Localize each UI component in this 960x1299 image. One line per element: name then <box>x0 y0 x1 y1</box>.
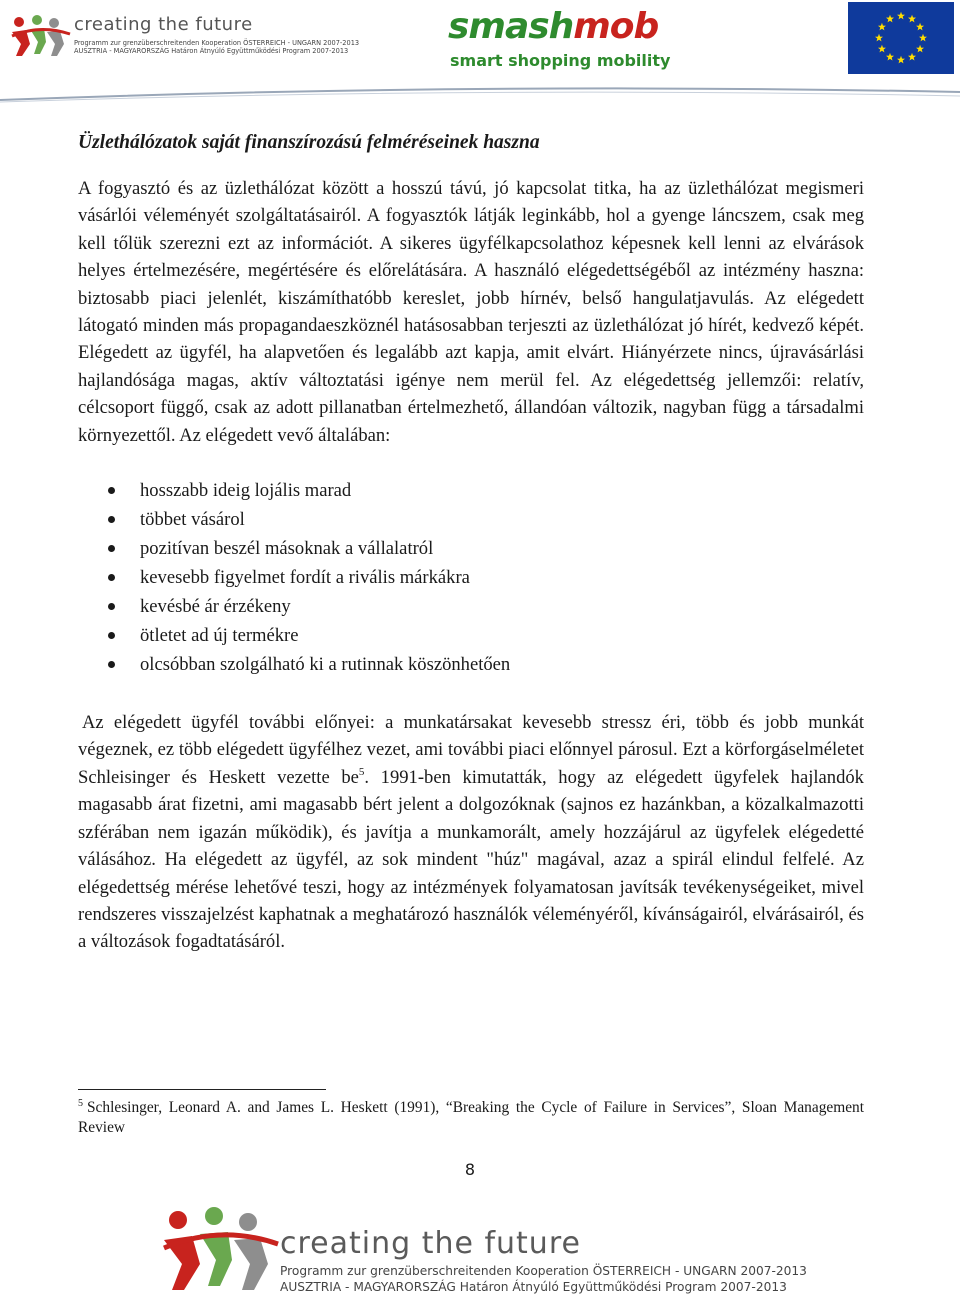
people-figures-icon <box>10 14 72 60</box>
list-item-text: olcsóbban szolgálható ki a rutinnak köszönhetően <box>140 654 511 676</box>
body-paragraph: A fogyasztó és az üzlethálózat között a hosszú távú, jó kapcsolat titka, ha az üzlethálózat megismeri vásárlói véleményét szolgáltatásairól. A fogyasztók látják leginkább, hol a gyenge láncszem, csak meg kell tőlük szerezni ezt az információt. A sikeres ügyfélkapcsolathoz képesnek kell lenni az elvárások helyes értelmezésére, megértésére és előrelátására. A használó elégedettségéből az intézmény haszna: biztosabb piaci jelenlét, kiszámíthatóbb kereslet, jobb hírnév, belső hangulatjavulás. Az elégedett látogató minden más propagandaeszköznél hatásosabban terjeszti az üzlethálózat jó hírét, kedvező képét. Elégedett az ügyfél, ha alapvetően és legalább azt kapja, amit elvárt. Hiányérzete nincs, újravásárlási hajlandósága magas, aktív változtatási igénye nem merül fel. Az elégedettség jellemzői: relatív, célcsoport függő, csak az adott pillanatban értelmezhető, állandóan változik, nagyban függ a társadalmi környezettől. Az elégedett vevő általában: <box>78 178 864 446</box>
bullet-icon <box>108 603 115 610</box>
smashmob-title-part2: mob <box>573 6 659 47</box>
people-figures-icon <box>160 1204 280 1296</box>
smashmob-title-part1: smash <box>448 6 574 47</box>
paragraph-text: Az elégedett ügyfél további előnyei: a munkatársakat kevesebb stressz éri, több és jobb munkát végeznek, ez több elégedett ügyfélhez vezet, ami további piaci előnnyel párosul. Ezt a körforgáselméletet Schleisinger és Heskett vezette be <box>78 712 864 788</box>
list-item-text: többet vásárol <box>140 509 245 531</box>
list-item-text: hosszabb ideig lojális marad <box>140 480 352 502</box>
paragraph-text: . 1991-ben kimutatták, hogy az elégedett ügyfelek hajlandók magasabb árat fizetni, ami magasabb bért jelent a dolgozóknak (sajnos ez hazánkban, a közalkalmazotti szférában nem igazán működik), és javítja a munkamorált, amely hozzájárul az ügyfelek elégedetté válásához. Ha elégedett az ügyfél, az sok mindent "húz" magával, azaz a spirál elindul felfelé. Az elégedettség mérése lehetővé teszi, hogy az intézmények folyamatosan javítsák tevékenységeiket, mivel rendszeres visszajelzést kaphatnak a meghatározó használók véleményéről, kívánságairól, elvárásairól, és a változások fogadtatásáról. <box>78 766 864 953</box>
eu-star-icon <box>908 15 916 23</box>
creating-the-future-logo <box>10 12 360 64</box>
eu-star-icon <box>908 53 916 61</box>
eu-star-icon <box>875 34 883 42</box>
footer-logo-program-line: Programm zur grenzüberschreitenden Kooperation ÖSTERREICH - UNGARN 2007-2013 <box>280 1264 807 1278</box>
eu-star-icon <box>878 23 886 31</box>
body-paragraph <box>78 709 864 956</box>
footer-logo-program-line: AUSZTRIA - MAGYARORSZÁG Határon Átnyúló Együttműködési Program 2007-2013 <box>280 1280 787 1294</box>
list-item <box>78 505 864 534</box>
eu-star-icon <box>916 45 924 53</box>
bullet-icon <box>108 574 115 581</box>
bullet-icon <box>108 661 115 668</box>
footnote-divider <box>78 1089 326 1090</box>
eu-star-icon <box>886 15 894 23</box>
list-item <box>78 534 864 563</box>
eu-star-icon <box>897 56 905 64</box>
footnote <box>78 1098 864 1138</box>
footnote-text: Schlesinger, Leonard A. and James L. Heskett (1991), “Breaking the Cycle of Failure in Services”, Sloan Management Review <box>78 1099 864 1136</box>
footer-logo-title: creating the future <box>280 1226 581 1261</box>
smashmob-logo <box>448 6 671 72</box>
footnote-reference[interactable]: 5 <box>358 765 365 778</box>
page-number: 8 <box>464 1160 476 1179</box>
page-header <box>0 0 960 104</box>
bullet-icon <box>108 516 115 523</box>
eu-star-icon <box>878 45 886 53</box>
logo-title: creating the future <box>74 14 253 35</box>
page-content <box>78 127 864 956</box>
eu-star-icon <box>919 34 927 42</box>
bullet-icon <box>108 545 115 552</box>
list-item <box>78 476 864 505</box>
eu-star-icon <box>897 12 905 20</box>
eu-star-icon <box>886 53 894 61</box>
list-item-text: kevésbé ár érzékeny <box>140 596 291 618</box>
smashmob-subtitle: smart shopping mobility <box>450 51 671 70</box>
bullet-icon <box>108 487 115 494</box>
list-item <box>78 621 864 650</box>
list-item <box>78 563 864 592</box>
bullet-icon <box>108 632 115 639</box>
bullet-list <box>78 476 864 679</box>
logo-program-line: AUSZTRIA - MAGYARORSZÁG Határon Átnyúló Együttműködési Program 2007-2013 <box>74 47 349 55</box>
eu-stars <box>848 2 954 74</box>
header-swoosh-divider <box>0 78 960 104</box>
list-item-text: pozitívan beszél másoknak a vállalatról <box>140 538 434 560</box>
list-item <box>78 592 864 621</box>
list-item-text: ötletet ad új termékre <box>140 625 299 647</box>
eu-star-icon <box>916 23 924 31</box>
smashmob-title <box>448 6 658 47</box>
eu-flag-icon <box>848 2 954 74</box>
logo-program-line: Programm zur grenzüberschreitenden Kooperation ÖSTERREICH - UNGARN 2007-2013 <box>74 39 360 47</box>
list-item-text: kevesebb figyelmet fordít a rivális márkákra <box>140 567 470 589</box>
footer-creating-the-future-logo <box>160 1198 807 1298</box>
section-heading: Üzlethálózatok saját finanszírozású felméréseinek haszna <box>78 132 540 153</box>
list-item <box>78 650 864 679</box>
footnote-number: 5 <box>78 1098 83 1109</box>
